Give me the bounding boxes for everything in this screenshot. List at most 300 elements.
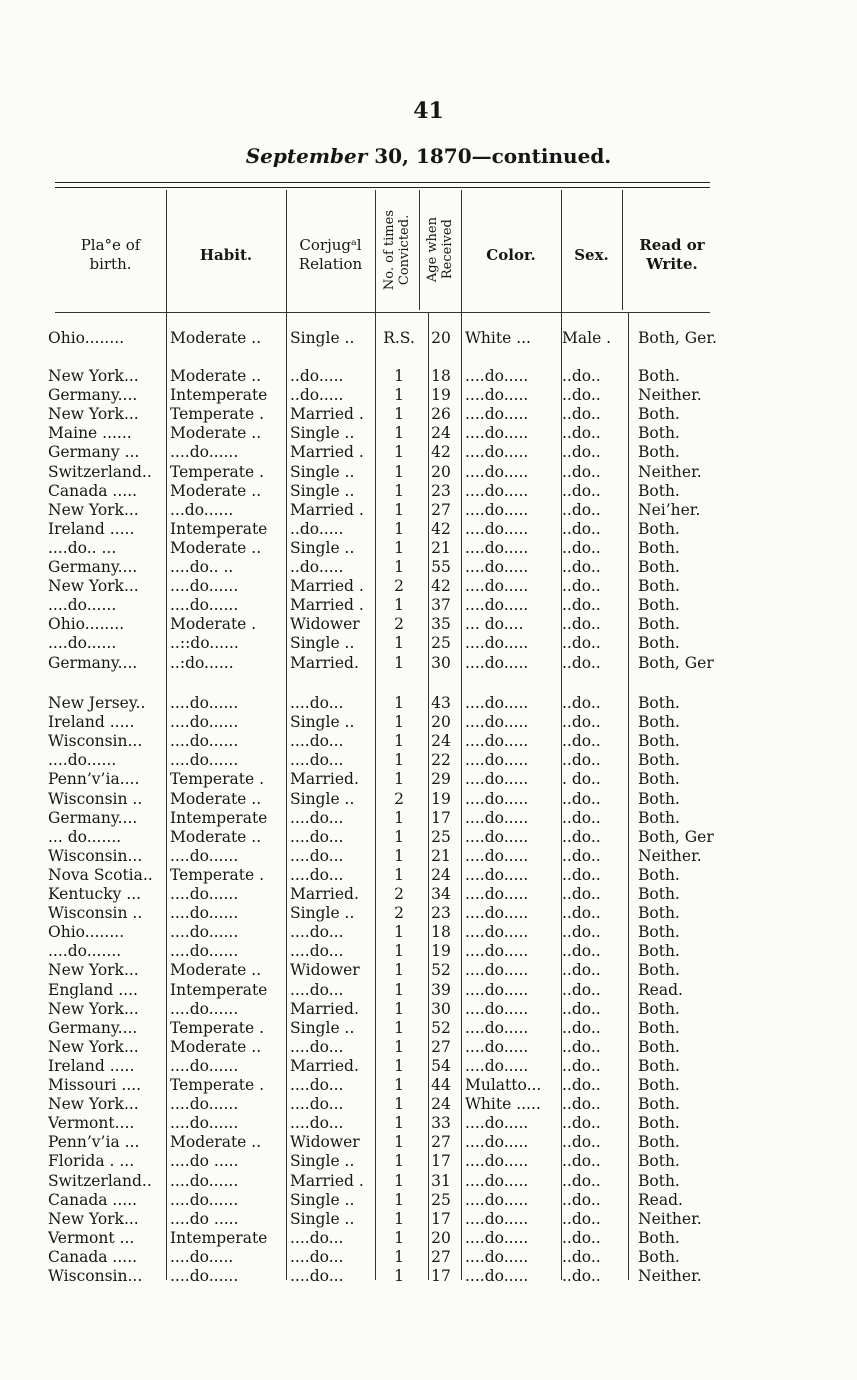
sex-cell: ..do.. — [562, 942, 601, 961]
age-cell: 39 — [431, 980, 451, 999]
header-read-or-write: Read or Write. — [639, 236, 705, 273]
conjugal-cell: Married. — [290, 770, 359, 789]
place-cell: Florida . ... — [48, 1152, 135, 1171]
read-write-cell: Neither. — [638, 1267, 702, 1285]
convicted-cell: 1 — [394, 405, 404, 424]
conjugal-cell: ....do... — [290, 732, 344, 751]
habit-cell: Temperate . — [170, 1018, 265, 1037]
conjugal-cell: ..do..... — [290, 519, 344, 538]
habit-cell: Temperate . — [170, 770, 265, 789]
habit-cell: Moderate .. — [170, 329, 262, 347]
convicted-cell: 1 — [394, 846, 404, 865]
color-cell: ....do..... — [465, 923, 529, 942]
header-age-received — [419, 195, 461, 305]
conjugal-cell: Married . — [290, 405, 364, 424]
read-write-cell: Both. — [638, 634, 680, 653]
convicted-cell: 1 — [394, 634, 404, 653]
place-cell: Germany.... — [48, 386, 138, 405]
sex-cell: ..do.. — [562, 1228, 601, 1247]
habit-cell: ....do...... — [170, 694, 239, 712]
read-write-cell: Both. — [638, 770, 680, 789]
place-cell: Germany.... — [48, 1018, 138, 1037]
place-cell: ....do...... — [48, 634, 117, 653]
read-write-cell: Both. — [638, 904, 680, 923]
conjugal-cell: ....do... — [290, 942, 344, 961]
habit-cell: Moderate .. — [170, 367, 262, 385]
sex-cell: ..do.. — [562, 713, 601, 732]
convicted-cell: 1 — [394, 865, 404, 884]
page-title-month: September — [245, 144, 368, 168]
color-cell: ....do..... — [465, 885, 529, 903]
conjugal-cell: ....do... — [290, 846, 344, 865]
age-cell: 22 — [431, 751, 451, 770]
age-cell: 20 — [431, 1228, 451, 1247]
habit-cell: ....do...... — [170, 577, 239, 596]
sex-cell: ..do.. — [562, 386, 601, 405]
habit-cell: Temperate . — [170, 405, 265, 424]
place-cell: New Jersey.. — [48, 694, 146, 712]
place-cell: Germany.... — [48, 808, 138, 827]
habit-cell: ....do...... — [170, 1171, 239, 1190]
conjugal-cell: ....do... — [290, 1267, 344, 1285]
place-cell: Kentucky ... — [48, 885, 142, 903]
color-cell: ....do..... — [465, 1171, 529, 1190]
read-write-cell: Both. — [638, 558, 680, 576]
place-cell: Switzerland.. — [48, 462, 152, 481]
sex-cell: ..do.. — [562, 500, 601, 519]
convicted-cell: 1 — [394, 1228, 404, 1247]
age-cell: 23 — [431, 904, 451, 923]
sex-cell: ..do.. — [562, 961, 601, 980]
age-cell: 23 — [431, 481, 451, 500]
convicted-cell: 1 — [394, 827, 404, 846]
read-write-cell: Both. — [638, 923, 680, 942]
habit-cell: ....do...... — [170, 923, 239, 942]
color-cell: ....do..... — [465, 942, 529, 961]
conjugal-cell: ....do... — [290, 1228, 344, 1247]
color-cell: ....do..... — [465, 1018, 529, 1037]
color-cell: ....do..... — [465, 789, 529, 808]
read-write-cell: Both. — [638, 865, 680, 884]
habit-cell: ....do...... — [170, 732, 239, 751]
habit-cell: Moderate .. — [170, 424, 262, 443]
read-write-cell: Both. — [638, 519, 680, 538]
read-write-cell: Both. — [638, 596, 680, 615]
age-cell: 44 — [431, 1076, 451, 1094]
age-cell: 19 — [431, 942, 451, 961]
color-cell: ....do..... — [465, 694, 529, 712]
color-cell: ....do..... — [465, 846, 529, 865]
convicted-cell: 1 — [394, 751, 404, 770]
read-write-cell: Neither. — [638, 462, 702, 481]
age-cell: 29 — [431, 770, 451, 789]
habit-cell: ....do...... — [170, 904, 239, 923]
sex-cell: ..do.. — [562, 1247, 601, 1266]
sex-cell: Male . — [562, 329, 612, 347]
read-write-cell: Both. — [638, 1228, 680, 1247]
place-cell: New York... — [48, 961, 139, 980]
column-divider — [461, 190, 462, 1280]
column-divider — [166, 190, 167, 1280]
place-cell: New York... — [48, 405, 139, 424]
age-cell: 20 — [431, 329, 451, 347]
conjugal-cell: ..do..... — [290, 367, 344, 385]
conjugal-cell: ....do... — [290, 1037, 344, 1056]
age-cell: 42 — [431, 443, 451, 462]
color-cell: ....do..... — [465, 1247, 529, 1266]
sex-cell: ..do.. — [562, 827, 601, 846]
place-cell: Germany ... — [48, 443, 140, 462]
header-sex: Sex. — [574, 245, 609, 264]
convicted-cell: 1 — [394, 1247, 404, 1266]
conjugal-cell: ....do... — [290, 923, 344, 942]
read-write-cell: Nei’her. — [638, 500, 701, 519]
conjugal-cell: ....do... — [290, 1095, 344, 1114]
age-cell: 42 — [431, 519, 451, 538]
place-cell: Ireland ..... — [48, 713, 135, 732]
color-cell: ....do..... — [465, 596, 529, 615]
sex-cell: ..do.. — [562, 694, 601, 712]
column-divider — [286, 190, 287, 1280]
convicted-cell: 2 — [394, 789, 404, 808]
sex-cell: ..do.. — [562, 1095, 601, 1114]
place-cell: New York... — [48, 577, 139, 596]
conjugal-cell: ....do... — [290, 865, 344, 884]
convicted-cell: 1 — [394, 808, 404, 827]
age-cell: 17 — [431, 1267, 451, 1285]
age-cell: 27 — [431, 500, 451, 519]
read-write-cell: Neither. — [638, 1209, 702, 1228]
sex-cell: ..do.. — [562, 1056, 601, 1075]
sex-cell: ..do.. — [562, 1171, 601, 1190]
convicted-cell: 1 — [394, 653, 404, 672]
convicted-cell: 1 — [394, 1056, 404, 1075]
conjugal-cell: Single .. — [290, 904, 355, 923]
color-cell: ....do..... — [465, 367, 529, 385]
read-write-cell: Both. — [638, 615, 680, 634]
header-times-convicted — [375, 195, 419, 305]
place-cell: New York... — [48, 1095, 139, 1114]
sex-cell: ..do.. — [562, 558, 601, 576]
place-cell: New York... — [48, 999, 139, 1018]
conjugal-cell: ....do... — [290, 1114, 344, 1133]
read-write-cell: Both, Ger — [638, 653, 714, 672]
convicted-cell: 1 — [394, 481, 404, 500]
convicted-cell: 1 — [394, 770, 404, 789]
place-cell: Germany.... — [48, 558, 138, 576]
color-cell: ....do..... — [465, 577, 529, 596]
convicted-cell: 1 — [394, 1171, 404, 1190]
sex-cell: ..do.. — [562, 789, 601, 808]
habit-cell: Intemperate — [170, 519, 268, 538]
convicted-cell: 1 — [394, 519, 404, 538]
age-cell: 24 — [431, 424, 451, 443]
page-number: 41 — [413, 98, 444, 124]
place-cell: New York... — [48, 367, 139, 385]
top-double-rule-upper — [55, 182, 710, 183]
habit-cell: ....do...... — [170, 1095, 239, 1114]
age-cell: 54 — [431, 1056, 451, 1075]
convicted-cell: 1 — [394, 942, 404, 961]
convicted-cell: 1 — [394, 1152, 404, 1171]
read-write-cell: Both. — [638, 1133, 680, 1152]
convicted-cell: 2 — [394, 904, 404, 923]
convicted-cell: 1 — [394, 1018, 404, 1037]
age-cell: 18 — [431, 367, 451, 385]
age-cell: 43 — [431, 694, 451, 712]
read-write-cell: Both. — [638, 1171, 680, 1190]
age-cell: 21 — [431, 846, 451, 865]
sex-cell: ..do.. — [562, 634, 601, 653]
habit-cell: ....do...... — [170, 846, 239, 865]
read-write-cell: Read. — [638, 1190, 683, 1209]
convicted-cell: 1 — [394, 424, 404, 443]
color-cell: ....do..... — [465, 865, 529, 884]
read-write-cell: Both. — [638, 1056, 680, 1075]
read-write-cell: Both. — [638, 942, 680, 961]
color-cell: ....do..... — [465, 653, 529, 672]
habit-cell: ....do ..... — [170, 1152, 239, 1171]
age-cell: 17 — [431, 1152, 451, 1171]
conjugal-cell: Single .. — [290, 713, 355, 732]
color-cell: White ..... — [465, 1095, 541, 1114]
conjugal-cell: Single .. — [290, 424, 355, 443]
color-cell: ....do..... — [465, 481, 529, 500]
read-write-cell: Both. — [638, 538, 680, 557]
habit-cell: Moderate . — [170, 615, 257, 634]
read-write-cell: Both. — [638, 1076, 680, 1094]
sex-cell: ..do.. — [562, 424, 601, 443]
conjugal-cell: Married . — [290, 577, 364, 596]
convicted-cell: 1 — [394, 1095, 404, 1114]
habit-cell: ....do...... — [170, 1056, 239, 1075]
read-write-cell: Both. — [638, 732, 680, 751]
sex-cell: ..do.. — [562, 999, 601, 1018]
convicted-cell: 1 — [394, 980, 404, 999]
conjugal-cell: ....do... — [290, 1247, 344, 1266]
habit-cell: ....do...... — [170, 1190, 239, 1209]
read-write-cell: Both. — [638, 443, 680, 462]
place-cell: Vermont.... — [48, 1114, 135, 1133]
place-cell: Ohio........ — [48, 329, 125, 347]
age-cell: 18 — [431, 923, 451, 942]
habit-cell: Temperate . — [170, 1076, 265, 1094]
convicted-cell: 1 — [394, 694, 404, 712]
habit-cell: ....do ..... — [170, 1209, 239, 1228]
place-cell: ....do...... — [48, 596, 117, 615]
place-cell: Ireland ..... — [48, 1056, 135, 1075]
place-cell: ... do....... — [48, 827, 122, 846]
habit-cell: Intemperate — [170, 386, 268, 405]
conjugal-cell: Widower — [290, 1133, 360, 1152]
convicted-cell: 1 — [394, 1076, 404, 1094]
sex-cell: ..do.. — [562, 615, 601, 634]
place-cell: Ohio........ — [48, 923, 125, 942]
age-cell: 52 — [431, 1018, 451, 1037]
habit-cell: ....do...... — [170, 999, 239, 1018]
habit-cell: Moderate .. — [170, 789, 262, 808]
read-write-cell: Both. — [638, 751, 680, 770]
age-cell: 34 — [431, 885, 451, 903]
age-cell: 52 — [431, 961, 451, 980]
place-cell: Ohio........ — [48, 615, 125, 634]
habit-cell: Temperate . — [170, 865, 265, 884]
convicted-cell: 1 — [394, 596, 404, 615]
read-write-cell: Both. — [638, 1037, 680, 1056]
sex-cell: ..do.. — [562, 596, 601, 615]
top-double-rule-lower — [55, 187, 710, 188]
color-cell: ....do..... — [465, 558, 529, 576]
sex-cell: ..do.. — [562, 980, 601, 999]
color-cell: ....do..... — [465, 1133, 529, 1152]
place-cell: Penn’v’ia.... — [48, 770, 140, 789]
age-cell: 20 — [431, 713, 451, 732]
sex-cell: ..do.. — [562, 865, 601, 884]
habit-cell: ....do...... — [170, 1114, 239, 1133]
age-cell: 27 — [431, 1037, 451, 1056]
color-cell: ....do..... — [465, 770, 529, 789]
place-cell: England .... — [48, 980, 138, 999]
convicted-cell: 1 — [394, 1133, 404, 1152]
habit-cell: ....do..... — [170, 1247, 234, 1266]
place-cell: Maine ...... — [48, 424, 132, 443]
age-cell: 27 — [431, 1247, 451, 1266]
habit-cell: Moderate .. — [170, 827, 262, 846]
read-write-cell: Both. — [638, 481, 680, 500]
age-cell: 25 — [431, 634, 451, 653]
convicted-cell: 1 — [394, 367, 404, 385]
place-cell: Vermont ... — [48, 1228, 135, 1247]
color-cell: ....do..... — [465, 732, 529, 751]
color-cell: ....do..... — [465, 999, 529, 1018]
sex-cell: ..do.. — [562, 1114, 601, 1133]
read-write-cell: Both. — [638, 367, 680, 385]
convicted-cell: R.S. — [383, 329, 415, 347]
column-divider — [628, 312, 629, 1280]
read-write-cell: Both. — [638, 1152, 680, 1171]
habit-cell: Intemperate — [170, 980, 268, 999]
place-cell: Canada ..... — [48, 1247, 138, 1266]
sex-cell: ..do.. — [562, 1152, 601, 1171]
sex-cell: ..do.. — [562, 443, 601, 462]
conjugal-cell: Single .. — [290, 1018, 355, 1037]
convicted-cell: 1 — [394, 1114, 404, 1133]
age-cell: 27 — [431, 1133, 451, 1152]
color-cell: ....do..... — [465, 1114, 529, 1133]
place-cell: ....do....... — [48, 942, 122, 961]
color-cell: ....do..... — [465, 405, 529, 424]
convicted-cell: 1 — [394, 1190, 404, 1209]
conjugal-cell: Married. — [290, 1056, 359, 1075]
read-write-cell: Both. — [638, 999, 680, 1018]
color-cell: White ... — [465, 329, 531, 347]
header-conjugal-relation: Corjugᵃl Relation — [298, 236, 363, 273]
page-title — [0, 144, 857, 168]
sex-cell: ..do.. — [562, 1267, 601, 1285]
place-cell: Nova Scotia.. — [48, 865, 153, 884]
convicted-cell: 1 — [394, 923, 404, 942]
habit-cell: Moderate .. — [170, 1133, 262, 1152]
age-cell: 21 — [431, 538, 451, 557]
age-cell: 24 — [431, 865, 451, 884]
conjugal-cell: Married . — [290, 443, 364, 462]
age-cell: 35 — [431, 615, 451, 634]
sex-cell: ..do.. — [562, 923, 601, 942]
conjugal-cell: ....do... — [290, 980, 344, 999]
sex-cell: ..do.. — [562, 885, 601, 903]
age-cell: 30 — [431, 653, 451, 672]
place-cell: Wisconsin .. — [48, 789, 143, 808]
sex-cell: ..do.. — [562, 462, 601, 481]
header-habit: Habit. — [199, 245, 253, 264]
age-cell: 20 — [431, 462, 451, 481]
conjugal-cell: ....do... — [290, 694, 344, 712]
sex-cell: ..do.. — [562, 1076, 601, 1094]
place-cell: New York... — [48, 1209, 139, 1228]
sex-cell: ..do.. — [562, 481, 601, 500]
habit-cell: ....do...... — [170, 942, 239, 961]
conjugal-cell: ..do..... — [290, 558, 344, 576]
read-write-cell: Neither. — [638, 386, 702, 405]
sex-cell: ..do.. — [562, 904, 601, 923]
read-write-cell: Both, Ger — [638, 827, 714, 846]
color-cell: ....do..... — [465, 980, 529, 999]
conjugal-cell: ....do... — [290, 751, 344, 770]
conjugal-cell: ....do... — [290, 808, 344, 827]
habit-cell: Moderate .. — [170, 961, 262, 980]
habit-cell: ..::do...... — [170, 634, 239, 653]
color-cell: ....do..... — [465, 462, 529, 481]
age-cell: 31 — [431, 1171, 451, 1190]
sex-cell: ..do.. — [562, 751, 601, 770]
convicted-cell: 1 — [394, 462, 404, 481]
color-cell: ....do..... — [465, 961, 529, 980]
sex-cell: ..do.. — [562, 846, 601, 865]
sex-cell: . do.. — [562, 770, 601, 789]
color-cell: ....do..... — [465, 1209, 529, 1228]
age-cell: 26 — [431, 405, 451, 424]
conjugal-cell: Single .. — [290, 789, 355, 808]
habit-cell: Intemperate — [170, 1228, 268, 1247]
conjugal-cell: Married . — [290, 1171, 364, 1190]
place-cell: ....do.. ... — [48, 538, 117, 557]
sex-cell: ..do.. — [562, 577, 601, 596]
place-cell: ....do...... — [48, 751, 117, 770]
read-write-cell: Both. — [638, 424, 680, 443]
convicted-cell: 1 — [394, 999, 404, 1018]
read-write-cell: Both. — [638, 577, 680, 596]
place-cell: Wisconsin .. — [48, 904, 143, 923]
color-cell: ....do..... — [465, 386, 529, 405]
read-write-cell: Both. — [638, 808, 680, 827]
color-cell: Mulatto... — [465, 1076, 542, 1094]
convicted-cell: 1 — [394, 386, 404, 405]
age-cell: 33 — [431, 1114, 451, 1133]
convicted-cell: 1 — [394, 1037, 404, 1056]
read-write-cell: Both. — [638, 1018, 680, 1037]
color-cell: ....do..... — [465, 519, 529, 538]
conjugal-cell: ....do... — [290, 1076, 344, 1094]
age-cell: 25 — [431, 827, 451, 846]
header-bottom-rule — [55, 312, 710, 313]
conjugal-cell: Married . — [290, 596, 364, 615]
color-cell: ....do..... — [465, 827, 529, 846]
color-cell: ....do..... — [465, 904, 529, 923]
convicted-cell: 1 — [394, 558, 404, 576]
place-cell: Ireland ..... — [48, 519, 135, 538]
read-write-cell: Read. — [638, 980, 683, 999]
habit-cell: ....do...... — [170, 596, 239, 615]
